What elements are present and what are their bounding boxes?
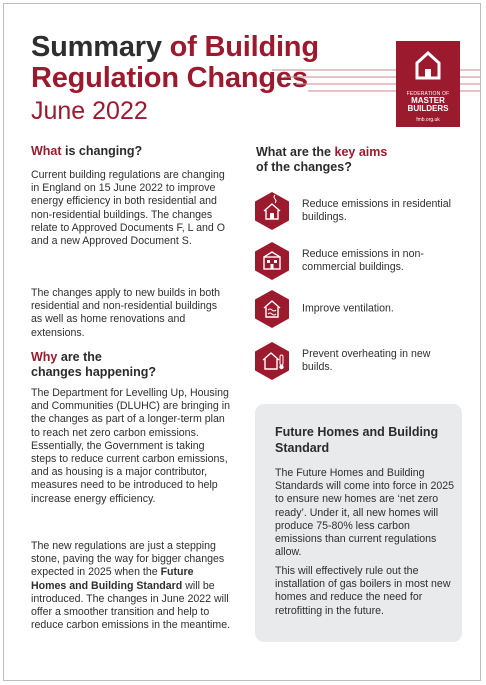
what-paragraph-1: Current building regulations are changing in England on 15 June 2022 to improve energy efficiency in both residential and non-residential buildings. The changes relate to Approved Documents F, L and O and a new Approved Document S. xyxy=(31,169,225,248)
aims-heading-start: What are the xyxy=(256,145,335,159)
why-heading-red: Why xyxy=(31,350,58,364)
logo-line-federation: FEDERATION OF xyxy=(406,91,450,97)
what-paragraph-2: The changes apply to new builds in both residential and non-residential buildings as well as home renovations and extensions. xyxy=(31,287,221,339)
aim-item-ventilation xyxy=(254,289,454,329)
thermometer-icon xyxy=(254,341,290,381)
why-paragraph-2 xyxy=(31,540,231,632)
page-subtitle: June 2022 xyxy=(31,97,148,125)
fmb-logo xyxy=(396,41,460,127)
why-paragraph-2-end: will be introduced. The changes in June 2022 will offer a smoother transition and help to reduce carbon emissions in the meantime. xyxy=(31,579,231,632)
aim-text-ventilation: Improve ventilation. xyxy=(302,302,394,315)
aims-heading xyxy=(256,145,387,175)
house-emissions-icon xyxy=(254,191,290,231)
building-emissions-icon xyxy=(254,241,290,281)
what-heading xyxy=(31,144,142,159)
why-heading-line2: changes happening? xyxy=(31,365,157,379)
aim-item-residential xyxy=(254,191,454,231)
future-homes-box xyxy=(255,404,462,642)
logo-master-builders xyxy=(396,97,460,113)
why-paragraph-2-start: The new regulations are just a stepping stone, paving the way for bigger changes expected in 2025 when the xyxy=(31,540,225,579)
house-logo-icon xyxy=(415,50,441,80)
aim-text-overheating: Prevent overheating in new builds. xyxy=(302,347,431,373)
aims-heading-line2: of the changes? xyxy=(256,160,352,174)
future-homes-paragraph-1: The Future Homes and Building Standards will come into force in 2025 to ensure new homes are ‘net zero ready’. Under it, all new homes will produce 75-80% less carbon emissions than current regulations allow. xyxy=(275,467,455,559)
future-homes-heading: Future Homes and Building Standard xyxy=(275,425,439,455)
document-page xyxy=(3,3,481,681)
title-of-building: of Building xyxy=(161,31,319,63)
aim-item-non-commercial xyxy=(254,241,454,281)
logo-master: MASTER xyxy=(411,96,445,105)
why-paragraph-1: The Department for Levelling Up, Housing and Communities (DLUHC) are bringing in the changes as part of a longer-term plan to reach net zero carbon emissions. Essentially, the Government is taking steps to reduce current carbon emissions, and as housing is a major contributor, measures need to be introduced to help increase energy efficiency. xyxy=(31,387,231,505)
why-paragraph-2-bold: Future Homes and Building Standard xyxy=(31,566,194,592)
future-homes-paragraph-2: This will effectively rule out the installation of gas boilers in most new homes and reduce the need for retrofitting in the future. xyxy=(275,565,451,617)
aims-heading-red: key aims xyxy=(334,145,388,159)
what-heading-rest: is changing? xyxy=(61,144,143,158)
aim-text-residential: Reduce emissions in residential buildings. xyxy=(302,197,451,223)
logo-builders: BUILDERS xyxy=(407,104,449,113)
aim-text-non-commercial: Reduce emissions in non-commercial buildings. xyxy=(302,247,424,273)
what-heading-red: What xyxy=(31,144,62,158)
logo-url: fmb.org.uk xyxy=(416,117,440,123)
why-heading-rest: are the xyxy=(57,350,102,364)
aim-item-overheating xyxy=(254,341,454,381)
title-word-summary: Summary xyxy=(31,31,162,63)
ventilation-icon xyxy=(254,289,290,329)
why-heading xyxy=(31,350,156,380)
title-regulation-changes: Regulation Changes xyxy=(31,62,308,94)
